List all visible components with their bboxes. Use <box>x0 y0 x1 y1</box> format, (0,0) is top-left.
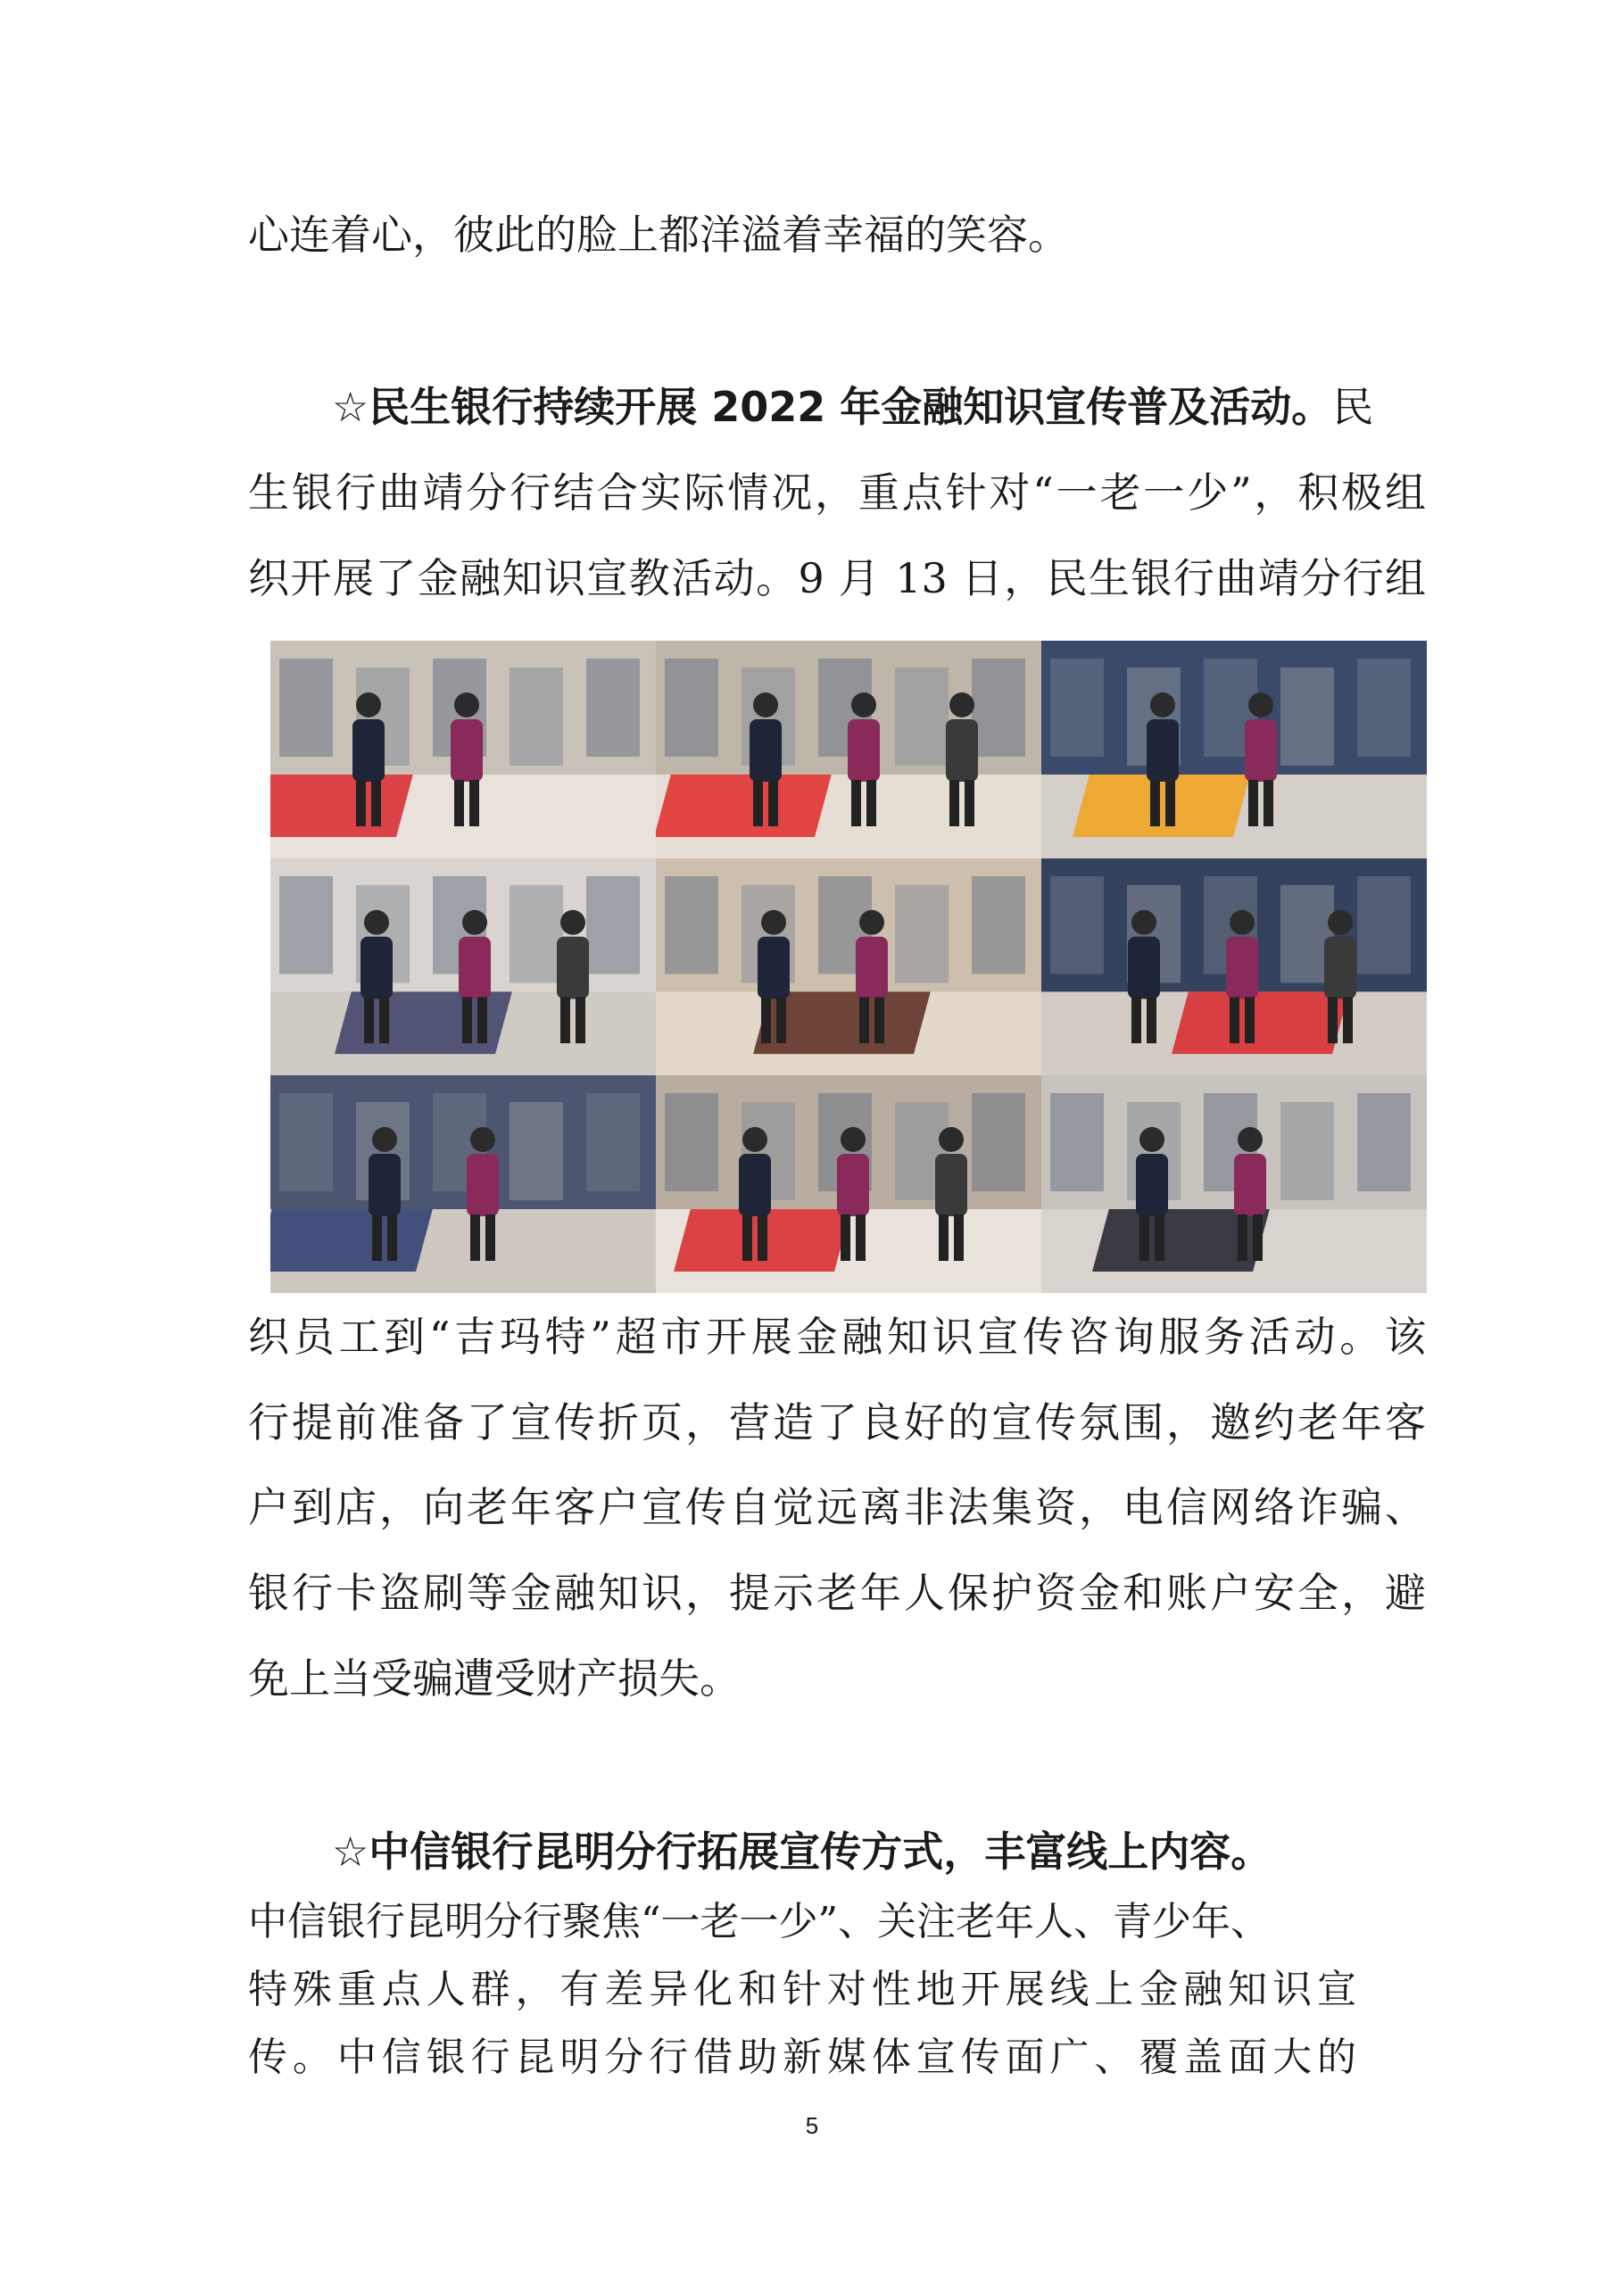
minsheng-line-3: 织员工到“吉玛特”超市开展金融知识宣传咨询服务活动。该 <box>248 1313 1426 1361</box>
photo-supermarket-aisle-1 <box>270 641 656 858</box>
photo-checkout-hall <box>1041 858 1427 1075</box>
citic-line-3: 传。中信银行昆明分行借助新媒体宣传面广、覆盖面大的 <box>248 2035 1356 2080</box>
minsheng-line-4: 行提前准备了宣传折页，营造了良好的宣传氛围，邀约老年客 <box>248 1398 1426 1446</box>
citic-line-2: 特殊重点人群，有差异化和针对性地开展线上金融知识宣 <box>248 1967 1356 2012</box>
citic-line-1: 中信银行昆明分行聚焦“一老一少”、关注老年人、青少年、 <box>248 1899 1270 1944</box>
paragraph-closing-line: 心连着心，彼此的脸上都洋溢着幸福的笑容。 <box>248 211 1069 259</box>
minsheng-line-2: 织开展了金融知识宣教活动。9 月 13 日，民生银行曲靖分行组 <box>248 554 1426 602</box>
minsheng-line-6: 银行卡盗刷等金融知识，提示老年人保护资金和账户安全，避 <box>248 1569 1426 1617</box>
page-number: 5 <box>805 2112 819 2139</box>
minsheng-heading: ☆民生银行持续开展 2022 年金融知识宣传普及活动。 <box>332 383 1333 431</box>
photo-appliance-section-1 <box>270 858 656 1075</box>
minsheng-heading-tail: 民 <box>1332 383 1374 431</box>
minsheng-heading-line <box>248 382 1426 432</box>
photo-appliance-section-2 <box>656 858 1041 1075</box>
photo-checkout-counter <box>1041 641 1427 858</box>
minsheng-line-7: 免上当受骗遭受财产损失。 <box>248 1654 741 1703</box>
photo-washing-machines <box>656 1075 1041 1293</box>
minsheng-line-1: 生银行曲靖分行结合实际情况，重点针对“一老一少”，积极组 <box>248 468 1426 517</box>
citic-heading: ☆中信银行昆明分行拓展宣传方式，丰富线上内容。 <box>332 1828 1272 1876</box>
photo-supermarket-aisle-2 <box>656 641 1041 858</box>
photo-consultation-desk <box>270 1075 656 1293</box>
photo-shopping-cart <box>1041 1075 1427 1293</box>
photo-collage <box>270 641 1427 1293</box>
minsheng-line-5: 户到店，向老年客户宣传自觉远离非法集资，电信网络诈骗、 <box>248 1483 1426 1531</box>
citic-heading-line <box>248 1827 1426 1877</box>
